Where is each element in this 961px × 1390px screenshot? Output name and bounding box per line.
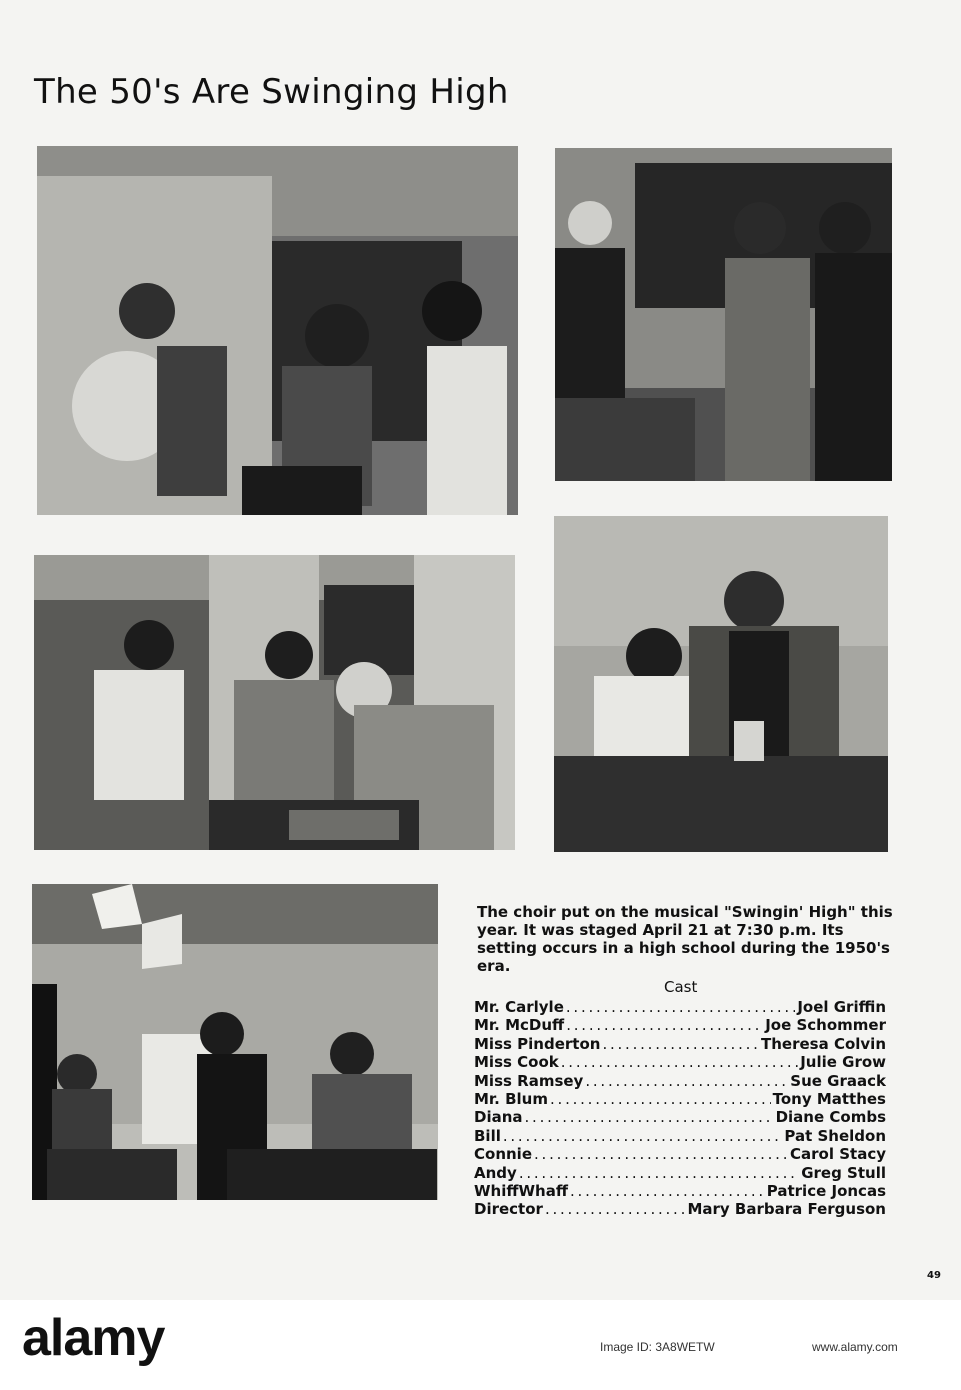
cast-row	[474, 1108, 886, 1126]
cast-role: Mr. Carlyle	[474, 998, 564, 1016]
dot-leader	[550, 1090, 771, 1108]
cast-role: Andy	[474, 1163, 517, 1182]
dot-leader	[566, 998, 795, 1016]
cast-name: Carol Stacy	[790, 1145, 886, 1164]
cast-role: Miss Cook	[474, 1053, 559, 1072]
cast-row	[474, 1164, 886, 1182]
cast-name: Diane Combs	[775, 1108, 886, 1127]
photo-flying-papers	[32, 884, 438, 1200]
cast-role: Bill	[474, 1126, 501, 1145]
cast-name: Sue Graack	[790, 1071, 886, 1090]
page-title: The 50's Are Swinging High	[34, 72, 509, 112]
cast-row	[474, 1127, 886, 1145]
cast-row	[474, 1016, 886, 1034]
cast-row	[474, 1145, 886, 1163]
cast-row	[474, 1072, 886, 1090]
photo-classroom-desk	[555, 148, 892, 481]
dot-leader	[503, 1127, 783, 1145]
cast-name: Tony Matthes	[772, 1089, 886, 1108]
dot-leader	[561, 1053, 798, 1071]
cast-row	[474, 1090, 886, 1108]
dot-leader	[602, 1035, 759, 1053]
page-number: 49	[927, 1270, 941, 1281]
dot-leader	[525, 1108, 774, 1126]
cast-name: Joe Schommer	[765, 1016, 886, 1035]
cast-row	[474, 1182, 886, 1200]
dot-leader	[566, 1016, 763, 1034]
dot-leader	[570, 1182, 765, 1200]
photo-rehearsal-group	[37, 146, 518, 515]
cast-role: Mr. McDuff	[474, 1016, 565, 1035]
cast-name: Julie Grow	[800, 1053, 886, 1072]
cast-name: Theresa Colvin	[761, 1034, 886, 1053]
cast-role: Connie	[474, 1145, 532, 1164]
cast-list	[474, 998, 886, 1219]
cast-role: Diana	[474, 1108, 523, 1127]
photo-couple-at-desk	[554, 516, 888, 852]
cast-name: Pat Sheldon	[784, 1126, 886, 1145]
cast-name: Joel Griffin	[797, 998, 886, 1016]
cast-role: Mr. Blum	[474, 1089, 548, 1108]
cast-row	[474, 1053, 886, 1071]
cast-role: Director	[474, 1200, 543, 1219]
dot-leader	[534, 1145, 788, 1163]
brand-logo: alamy	[22, 1309, 165, 1367]
cast-role: WhiffWhaff	[474, 1181, 569, 1200]
cast-name: Greg Stull	[801, 1163, 886, 1182]
dot-leader	[519, 1164, 799, 1182]
cast-row	[474, 1035, 886, 1053]
cast-name: Patrice Joncas	[766, 1181, 886, 1200]
cast-heading: Cast	[664, 978, 698, 996]
cast-row	[474, 998, 886, 1016]
photo-caption: The choir put on the musical "Swingin' High" this year. It was staged April 21 at 7:30 p.m. Its setting occurs in a high school during the 1950's era.	[477, 903, 893, 975]
photo-table-scene	[34, 555, 515, 850]
cast-role: Miss Ramsey	[474, 1071, 584, 1090]
dot-leader	[545, 1200, 686, 1218]
footer-url[interactable]: www.alamy.com	[812, 1340, 898, 1354]
cast-role: Miss Pinderton	[474, 1034, 601, 1053]
cast-row	[474, 1200, 886, 1218]
cast-name: Mary Barbara Ferguson	[687, 1200, 886, 1219]
dot-leader	[585, 1072, 788, 1090]
image-id: Image ID: 3A8WETW	[600, 1340, 715, 1354]
